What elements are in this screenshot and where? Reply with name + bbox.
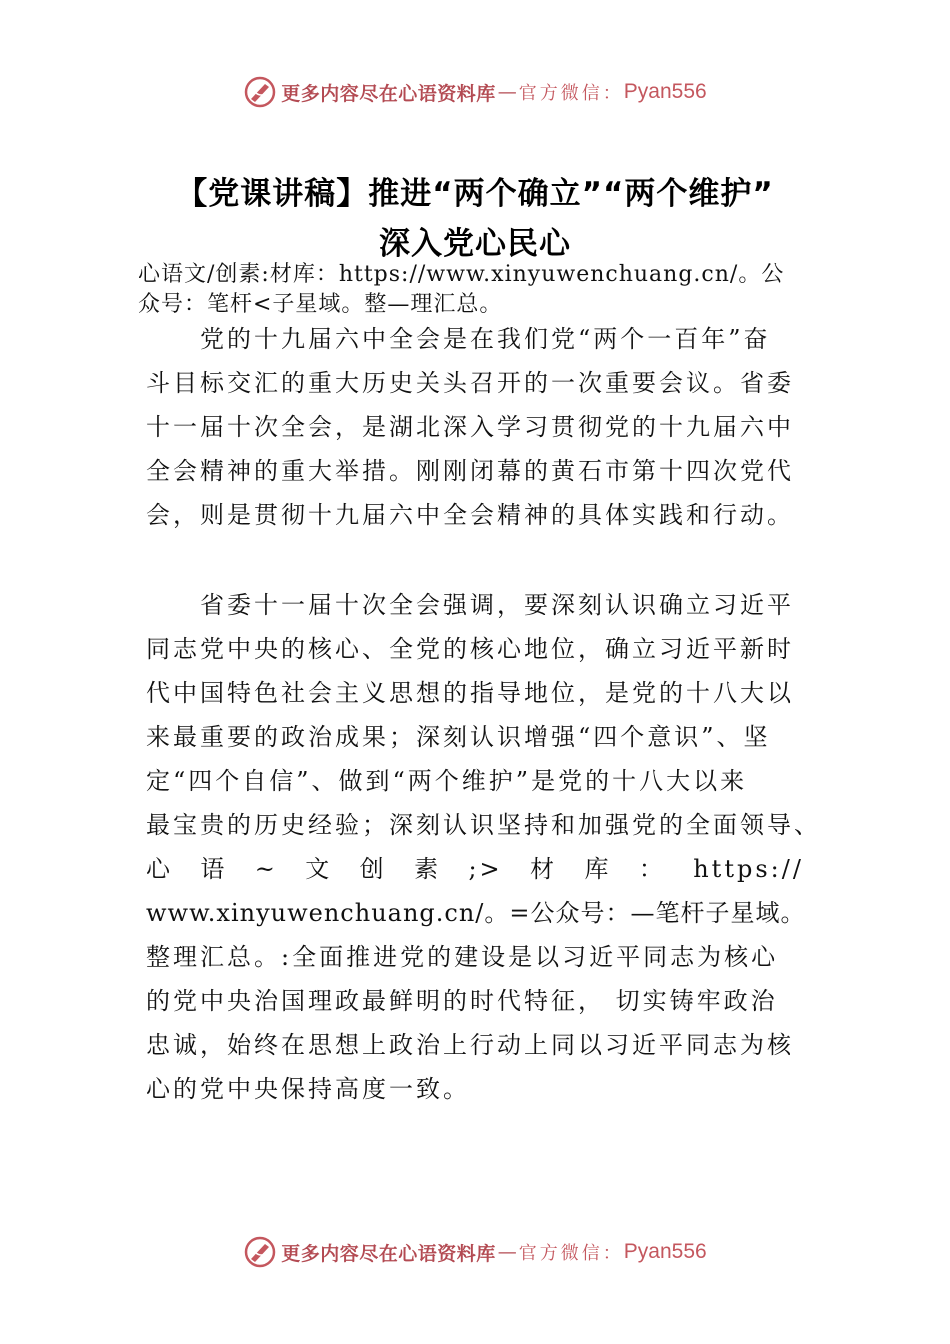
paragraph-line: 来最重要的政治成果；深刻认识增强“四个意识”、坚: [146, 723, 771, 751]
document-title-line-2: 深入党心民心: [379, 226, 571, 262]
banner-wechat-id: Pyan556: [623, 80, 707, 103]
paragraph-line: 最宝贵的历史经验；深刻认识坚持和加强党的全面领导、: [146, 811, 821, 839]
paragraph-line: 省委十一届十次全会强调，要深刻认识确立习近平: [146, 591, 794, 619]
justified-char: 创: [359, 855, 387, 883]
justified-char: https://: [693, 855, 804, 883]
justified-char: ;>: [468, 855, 503, 883]
brand-logo-icon: [243, 75, 277, 109]
paragraph-line: www.xinyuwenchuang.cn/。=公众号：—笔杆子星域。: [146, 899, 806, 927]
justified-char: 文: [305, 855, 333, 883]
justified-line: [146, 854, 804, 884]
paragraph-line: 整理汇总。:全面推进党的建设是以习近平同志为核心: [146, 943, 779, 971]
paragraph-line: 同志党中央的核心、全党的核心地位，确立习近平新时: [146, 635, 794, 663]
justified-char: ：: [638, 855, 666, 883]
paragraph-line: 定“四个自信”、做到“两个维护”是党的十八大以来: [146, 767, 748, 795]
justified-char: 素: [414, 855, 442, 883]
banner-separator: —: [497, 81, 517, 103]
footer-banner: [0, 1232, 950, 1272]
justified-char: 语: [200, 855, 228, 883]
justified-char: 心: [146, 855, 173, 883]
paragraph-line: 忠诚，始终在思想上政治上行动上同以习近平同志为核: [146, 1031, 794, 1059]
document-title-line-1: 【党课讲稿】推进“两个确立”“两个维护”: [176, 176, 774, 212]
banner-text: 更多内容尽在心语资料库: [281, 1242, 496, 1265]
source-line-1: 心语文/创素:材库：https://www.xinyuwenchuang.cn/。公: [138, 262, 785, 287]
banner-label: 官方微信：: [518, 83, 624, 104]
paragraph-line: 会，则是贯彻十九届六中全会精神的具体实践和行动。: [146, 501, 794, 529]
paragraph-line: 斗目标交汇的重大历史关头召开的一次重要会议。省委: [146, 369, 794, 397]
justified-char: 库: [584, 855, 612, 883]
justified-char: ~: [254, 855, 278, 883]
banner-separator: —: [497, 1241, 517, 1263]
paragraph-line: 十一届十次全会，是湖北深入学习贯彻党的十九届六中: [146, 413, 794, 441]
paragraph-line: 全会精神的重大举措。刚刚闭幕的黄石市第十四次党代: [146, 457, 794, 485]
justified-char: 材: [530, 855, 558, 883]
brand-logo-icon: [243, 1235, 277, 1269]
header-banner: [0, 72, 950, 112]
paragraph-line: 代中国特色社会主义思想的指导地位，是党的十八大以: [146, 679, 794, 707]
banner-wechat-id: Pyan556: [623, 1240, 707, 1263]
paragraph-line: 的党中央治国理政最鲜明的时代特征， 切实铸牢政治: [146, 987, 778, 1015]
source-line-2: 众号：笔杆<子星域。整—理汇总。: [138, 292, 503, 317]
banner-label: 官方微信：: [518, 1243, 624, 1264]
paragraph-line: 党的十九届六中全会是在我们党“两个一百年”奋: [146, 325, 771, 353]
paragraph-line: 心的党中央保持高度一致。: [146, 1075, 470, 1103]
banner-text: 更多内容尽在心语资料库: [281, 82, 496, 105]
